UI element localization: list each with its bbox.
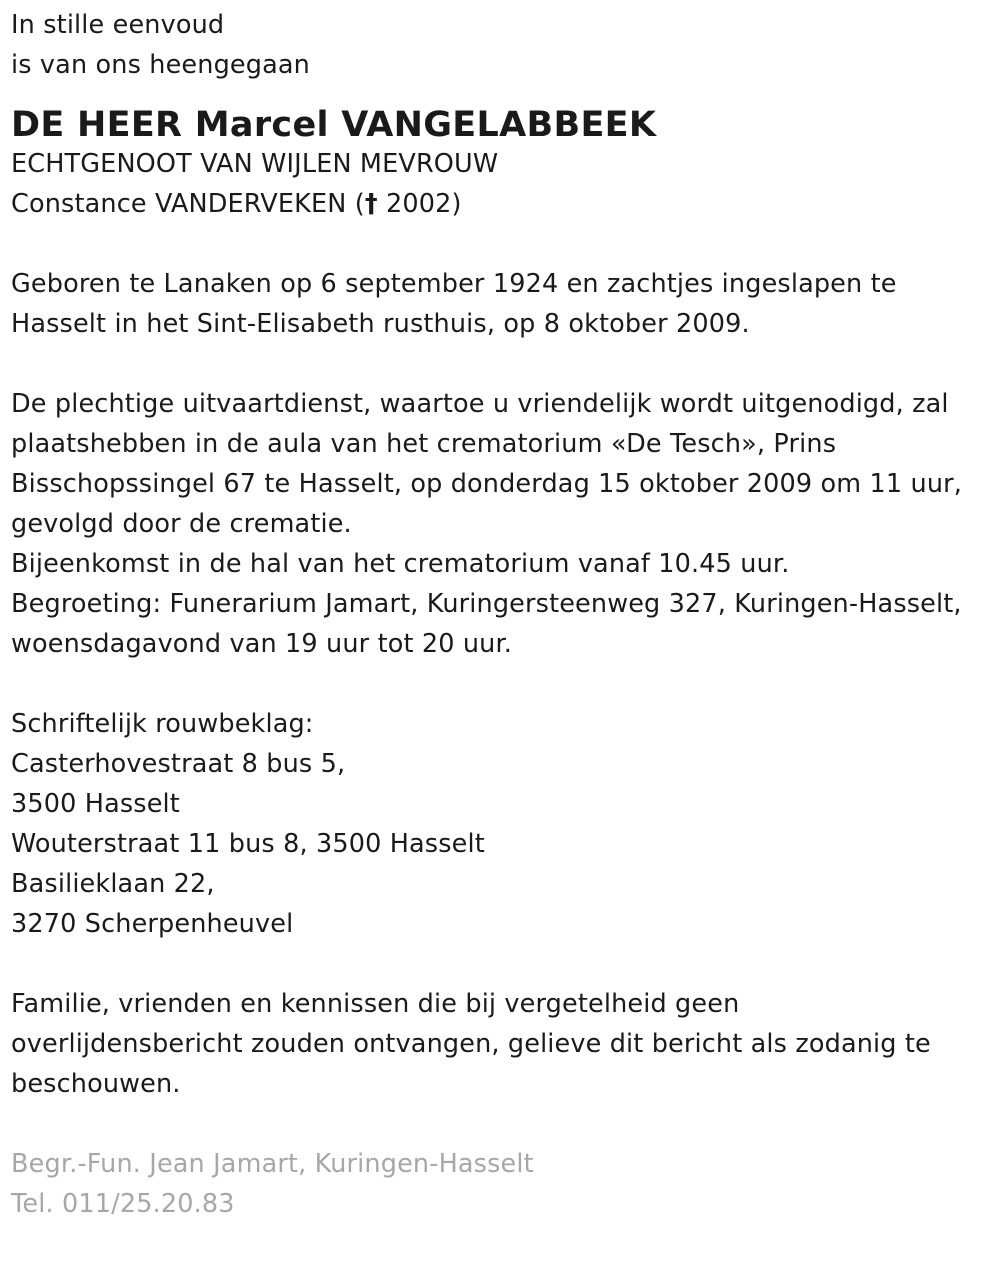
- condolences-heading: Schriftelijk rouwbeklag:: [11, 709, 314, 739]
- deceased-name: DE HEER Marcel VANGELABBEEK: [11, 105, 657, 145]
- spacer: [11, 664, 996, 704]
- relation-line: ECHTGENOOT VAN WIJLEN MEVROUW: [11, 149, 499, 179]
- birth-death-line-1: Geboren te Lanaken op 6 september 1924 en zachtjes ingeslapen te: [11, 269, 897, 299]
- service-line-7: woensdagavond van 19 uur tot 20 uur.: [11, 629, 513, 659]
- notice-line-1: Familie, vrienden en kennissen die bij vergetelheid geen: [11, 989, 740, 1019]
- notice-line-3: beschouwen.: [11, 1069, 181, 1099]
- cross-icon: †: [364, 189, 378, 219]
- address-line: Wouterstraat 11 bus 8, 3500 Hasselt: [11, 829, 485, 859]
- spouse-line: [11, 184, 996, 224]
- intro-line-2: is van ons heengegaan: [11, 50, 310, 80]
- notice-line-2: overlijdensbericht zouden ontvangen, gelieve dit bericht als zodanig te: [11, 1029, 931, 1059]
- service-line-5: Bijeenkomst in de hal van het crematorium vanaf 10.45 uur.: [11, 549, 790, 579]
- address-line: Basilieklaan 22,: [11, 869, 215, 899]
- undertaker-line: Begr.-Fun. Jean Jamart, Kuringen-Hasselt: [11, 1149, 534, 1179]
- obituary-notice: [11, 5, 996, 1224]
- address-line: 3500 Hasselt: [11, 789, 180, 819]
- service-line-4: gevolgd door de crematie.: [11, 509, 352, 539]
- intro-line-1: In stille eenvoud: [11, 10, 225, 40]
- service-line-1: De plechtige uitvaartdienst, waartoe u vriendelijk wordt uitgenodigd, zal: [11, 389, 949, 419]
- spacer: [11, 1104, 996, 1144]
- spouse-year: 2002): [377, 189, 462, 219]
- service-line-3: Bisschopssingel 67 te Hasselt, op donderdag 15 oktober 2009 om 11 uur,: [11, 469, 963, 499]
- spacer: [11, 344, 996, 384]
- address-line: 3270 Scherpenheuvel: [11, 909, 294, 939]
- phone-line: Tel. 011/25.20.83: [11, 1189, 235, 1219]
- spacer: [11, 224, 996, 264]
- spouse-name: Constance VANDERVEKEN (: [11, 189, 365, 219]
- service-line-6: Begroeting: Funerarium Jamart, Kuringersteenweg 327, Kuringen-Hasselt,: [11, 589, 962, 619]
- address-line: Casterhovestraat 8 bus 5,: [11, 749, 346, 779]
- birth-death-line-2: Hasselt in het Sint-Elisabeth rusthuis, op 8 oktober 2009.: [11, 309, 750, 339]
- service-line-2: plaatshebben in de aula van het crematorium «De Tesch», Prins: [11, 429, 837, 459]
- spacer: [11, 944, 996, 984]
